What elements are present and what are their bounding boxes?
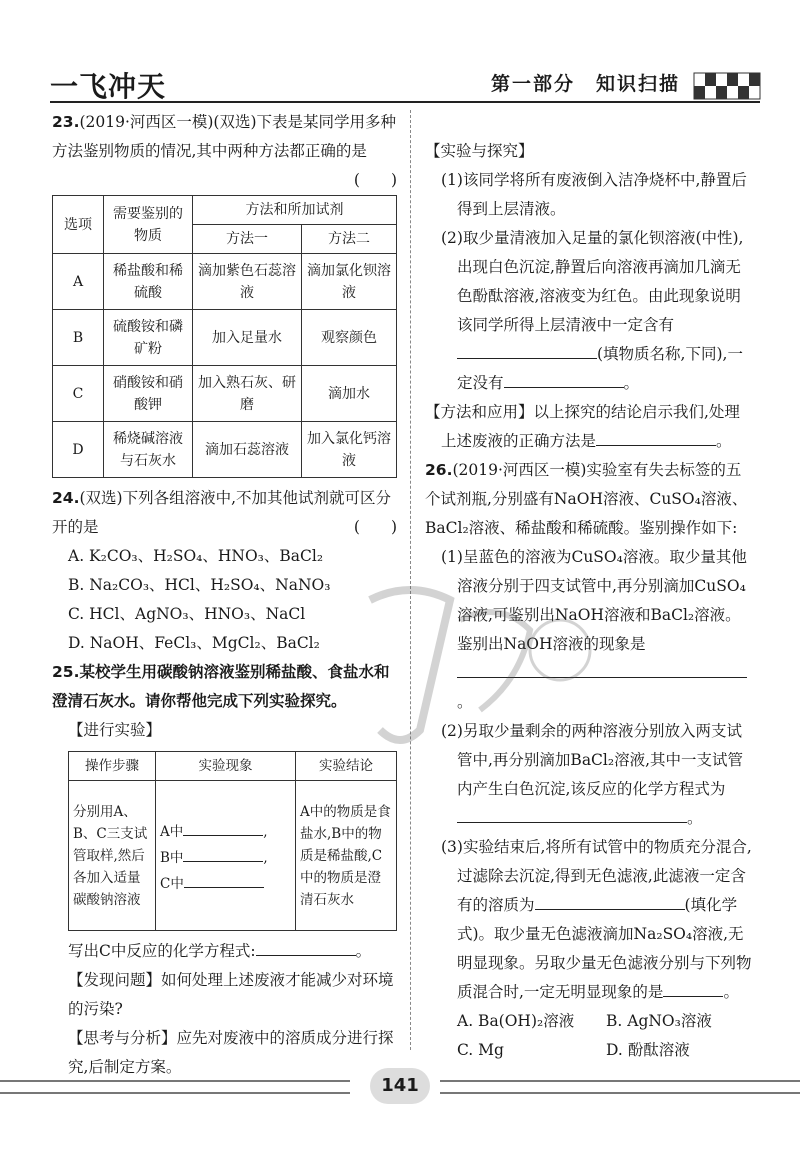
answer-blank[interactable]: [457, 340, 597, 359]
q26-option-d: D. 酚酞溶液: [606, 1041, 690, 1059]
table-row: [69, 781, 397, 931]
table-row: D 稀烧碱溶液与石灰水 滴加石蕊溶液 加入氯化钙溶液: [53, 422, 397, 478]
q26-option-b: B. AgNO₃溶液: [606, 1012, 712, 1030]
answer-blank[interactable]: [535, 891, 685, 910]
q23-th-method2: 方法二: [302, 225, 397, 254]
checker-decoration-icon: [694, 73, 760, 99]
q25-step-2: (2)取少量清液加入足量的氯化钡溶液(中性),出现白色沉淀,静置后向溶液再滴加几滴无色酚酞溶液,溶液变为红色。由此现象说明该同学所得上层清液中一定含有(填物质名称,下同),一定没有 。: [441, 229, 744, 392]
answer-blank[interactable]: [457, 804, 687, 823]
q24-number: 24.: [52, 489, 80, 507]
q26-step-2: (2)另取少量剩余的两种溶液分别放入两支试管中,再分别滴加BaCl₂溶液,其中一支试管内产生白色沉淀,该反应的化学方程式为。: [441, 722, 744, 827]
q26-step-1: (1)呈蓝色的溶液为CuSO₄溶液。取少量其他溶液分别于四支试管中,再分别滴加CuSO₄溶液,可鉴别出NaOH溶液和BaCl₂溶液。鉴别出NaOH溶液的现象是 。: [441, 548, 747, 711]
footer-band-right: [440, 1080, 800, 1094]
brand-logo: 一飞冲天: [50, 70, 167, 103]
q25-write-equation: 写出C中反应的化学方程式: 。: [52, 937, 397, 966]
q23-number: 23.: [52, 113, 80, 131]
q25-stem: 25.某校学生用碳酸钠溶液鉴别稀盐酸、食盐水和澄清石灰水。请你帮他完成下列实验探究。: [52, 663, 390, 710]
q26-stem: 26.(2019·河西区一模)实验室有失去标签的五个试剂瓶,分别盛有NaOH溶液、CuSO₄溶液、BaCl₂溶液、稀盐酸和稀硫酸。鉴别操作如下:: [425, 461, 748, 537]
table-row: A 稀盐酸和稀硫酸 滴加紫色石蕊溶液 滴加氯化钡溶液: [53, 254, 397, 310]
q26-option-a: A. Ba(OH)₂溶液: [457, 1012, 575, 1030]
q26-options-row-1: [425, 1007, 755, 1036]
q26-number: 26.: [425, 461, 453, 479]
answer-blank[interactable]: [663, 978, 723, 997]
q24-option-a: A. K₂CO₃、H₂SO₄、HNO₃、BaCl₂: [68, 547, 324, 565]
q25-th-phenomenon: 实验现象: [156, 752, 296, 781]
page-header: [50, 55, 760, 105]
q26-option-c: C. Mg: [457, 1041, 504, 1059]
q25-explore-label: 【实验与探究】: [425, 142, 534, 160]
answer-blank[interactable]: [256, 937, 356, 956]
q25-phenomenon-cell: A中 , B中 , C中: [156, 781, 296, 931]
q25-steps-cell: 分别用A、B、C三支试管取样,然后各加入适量碳酸钠溶液: [69, 781, 156, 931]
q25-step-1: (1)该同学将所有废液倒入洁净烧杯中,静置后得到上层清液。: [441, 171, 747, 218]
watermark-logo-icon: [330, 560, 630, 760]
answer-blank[interactable]: [183, 817, 263, 836]
q25-th-steps: 操作步骤: [69, 752, 156, 781]
q25-exp-label: 【进行实验】: [68, 721, 162, 739]
q25-analysis: 【思考与分析】应先对废液中的溶质成分进行探究,后制定方案。: [68, 1029, 394, 1076]
table-row: C 硝酸铵和硝酸钾 加入熟石灰、研磨 滴加水: [53, 366, 397, 422]
section-title: 第一部分 知识扫描: [490, 73, 680, 95]
footer-band-left: [0, 1080, 350, 1094]
header-rule: [50, 101, 760, 103]
q24-option-d: D. NaOH、FeCl₃、MgCl₂、BaCl₂: [68, 634, 320, 652]
q23-table: [52, 195, 397, 478]
q23-th-option: 选项: [53, 196, 104, 254]
answer-blank[interactable]: [184, 869, 264, 888]
q26-step-3: (3)实验结束后,将所有试管中的物质充分混合,过滤除去沉淀,得到无色滤液,此滤液一定含有的溶质为 (填化学式)。取少量无色滤液滴加Na₂SO₄溶液,无明显现象。另取少量无色滤液分别与下列物质混合时,一定无明显现象的是 。: [441, 838, 752, 1001]
answer-blank[interactable]: [183, 843, 263, 862]
table-row: B 硫酸铵和磷矿粉 加入足量水 观察颜色: [53, 310, 397, 366]
q23-stem: 23.(2019·河西区一模)(双选)下表是某同学用多种方法鉴别物质的情况,其中两种方法都正确的是 ( ): [52, 108, 397, 166]
q25-problem: 【发现问题】如何处理上述废液才能减少对环境的污染?: [68, 971, 394, 1018]
q25-method: 【方法和应用】以上探究的结论启示我们,处理上述废液的正确方法是 。: [425, 403, 740, 450]
q25-th-conclusion: 实验结论: [296, 752, 397, 781]
page-number: 141: [370, 1068, 430, 1104]
q24-stem: 24.(双选)下列各组溶液中,不加其他试剂就可区分开的是 ( ): [52, 484, 397, 542]
q24-answer-paren[interactable]: ( ): [353, 518, 397, 536]
answer-blank[interactable]: [596, 427, 716, 446]
q23-answer-paren[interactable]: ( ): [353, 171, 397, 189]
q24-option-c: C. HCl、AgNO₃、HNO₃、NaCl: [68, 605, 306, 623]
q25-number: 25.: [52, 663, 80, 681]
answer-blank[interactable]: [504, 369, 624, 388]
q24-option-b: B. Na₂CO₃、HCl、H₂SO₄、NaNO₃: [68, 576, 331, 594]
q23-th-substance: 需要鉴别的物质: [104, 196, 193, 254]
page-footer: [0, 1060, 800, 1120]
q25-table: [68, 751, 397, 931]
q23-th-method1: 方法一: [193, 225, 302, 254]
q25-conclusion-cell: A中的物质是食盐水,B中的物质是稀盐酸,C中的物质是澄清石灰水: [296, 781, 397, 931]
q23-th-methods: 方法和所加试剂: [193, 196, 397, 225]
